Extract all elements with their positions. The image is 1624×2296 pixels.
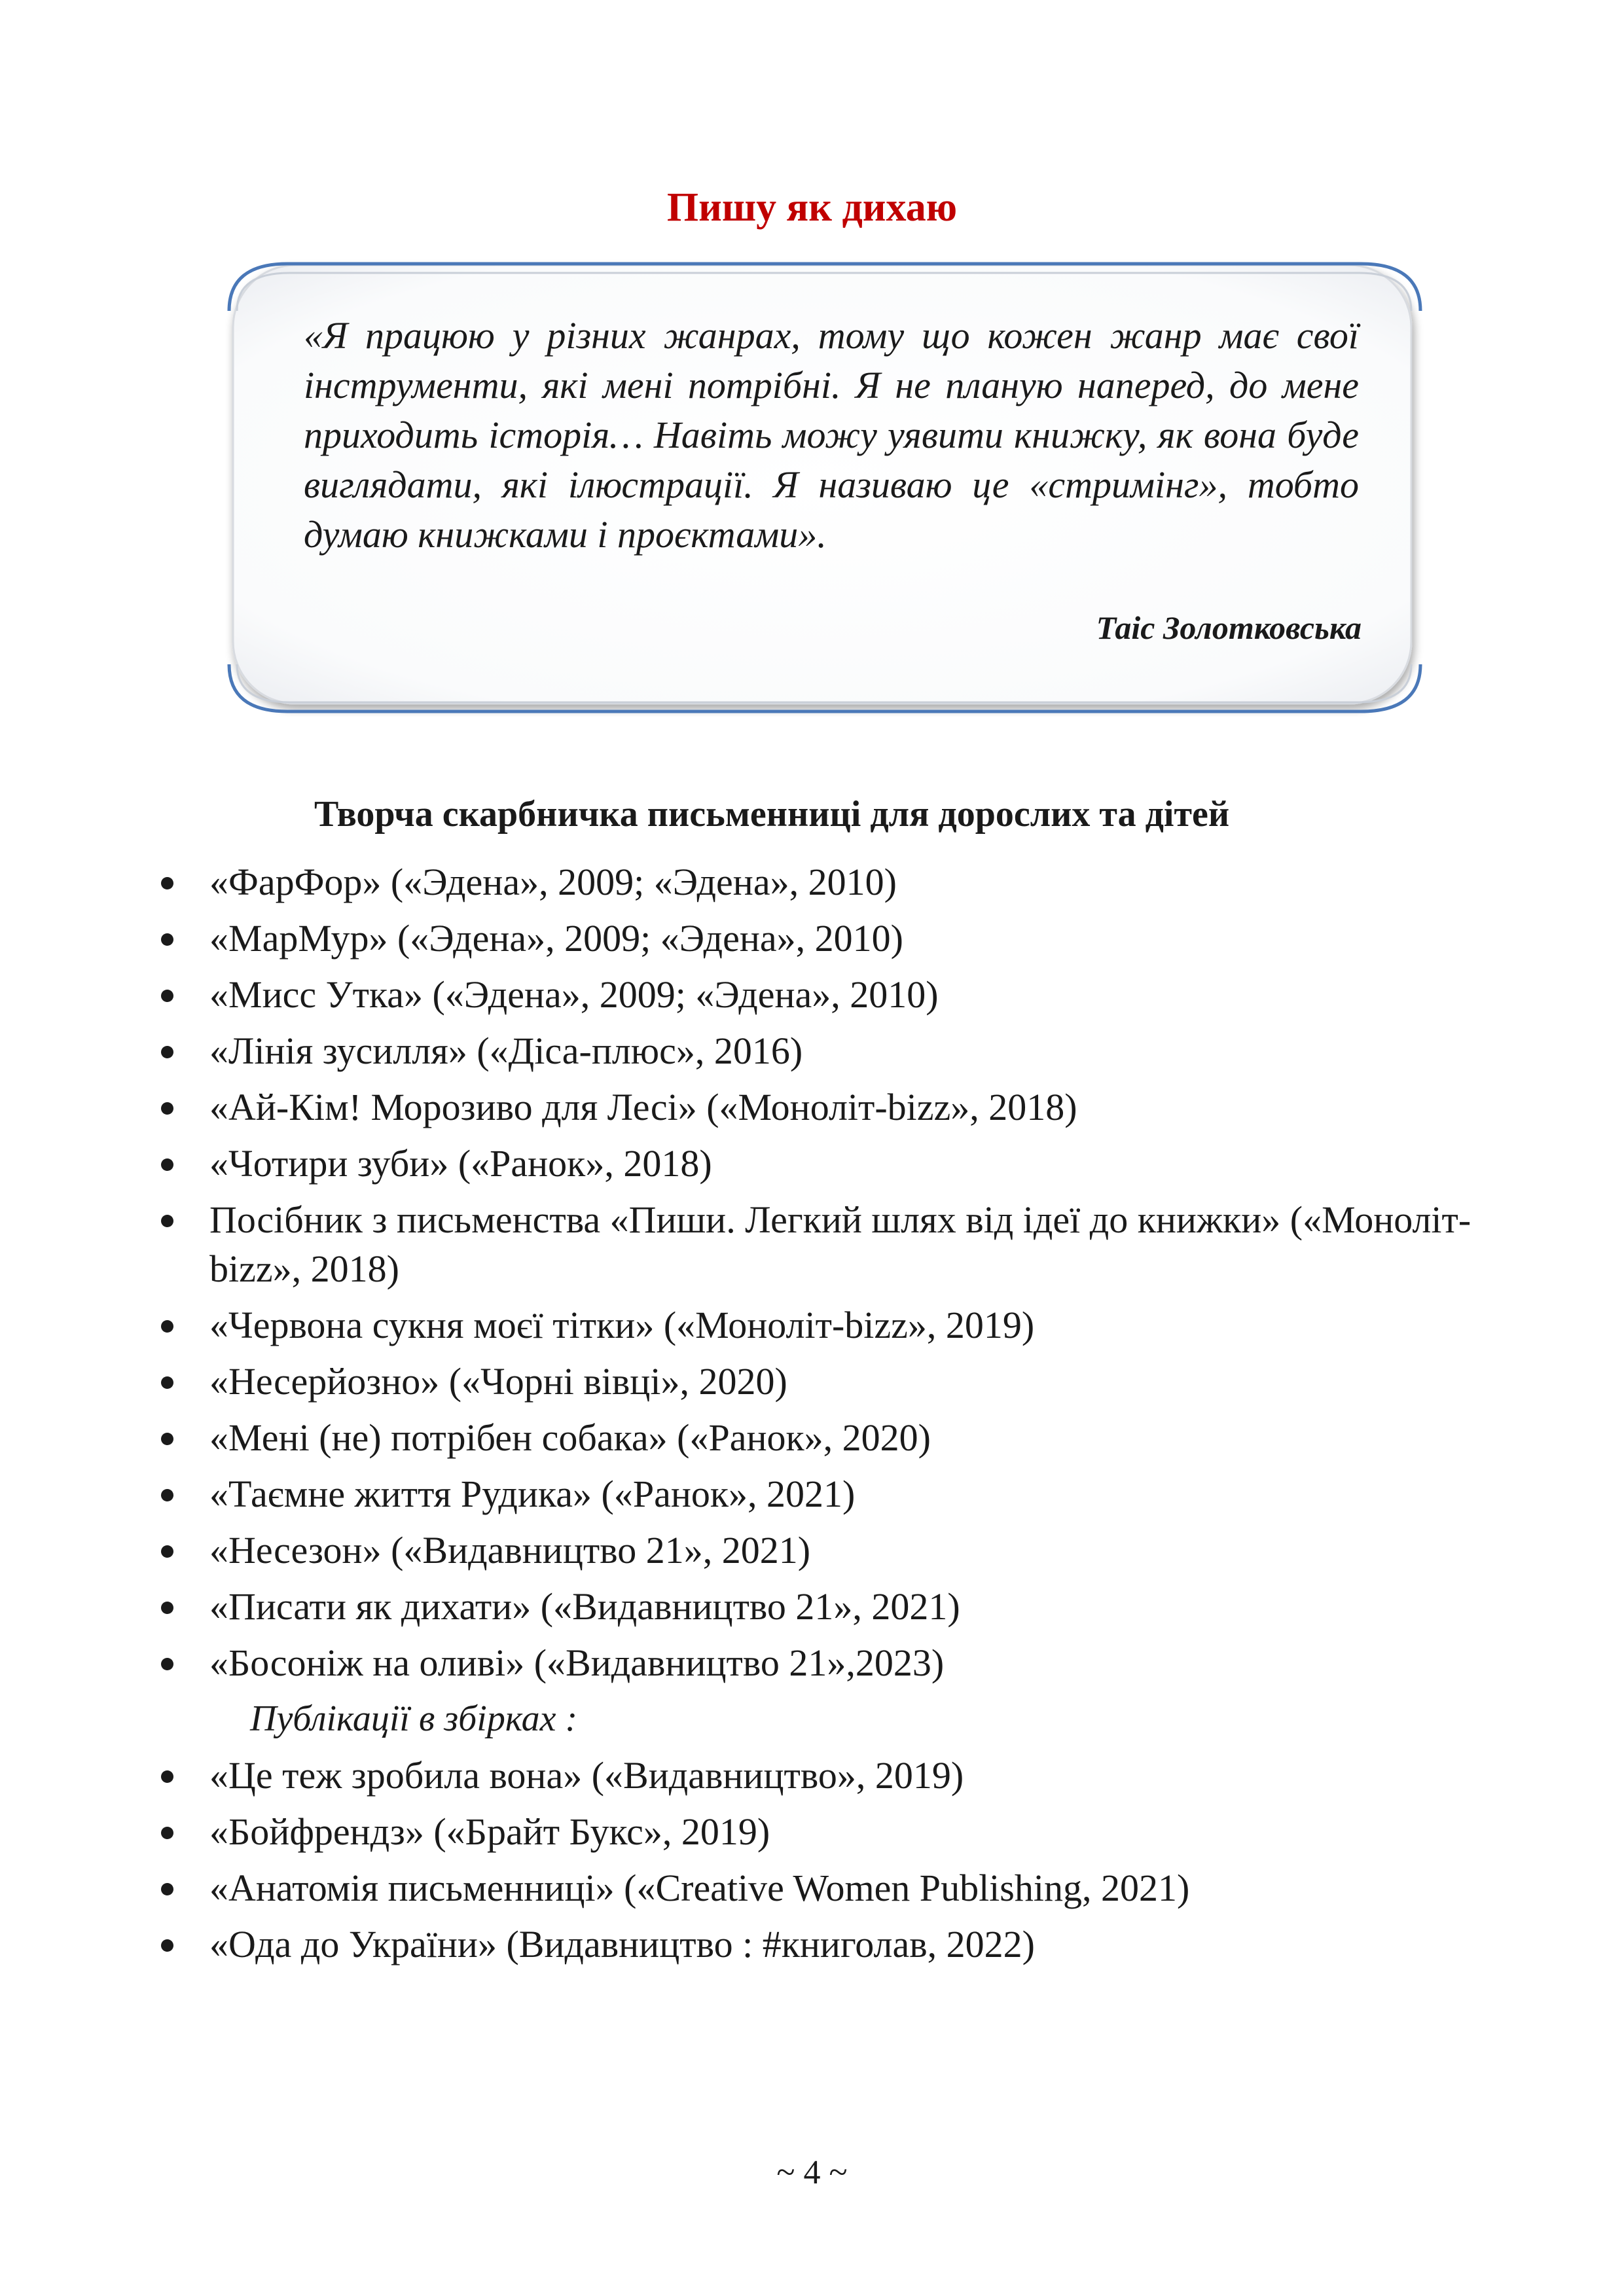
publication-title: «Ода до України» (Видавництво : #книголав, 2022) <box>209 1923 1035 1965</box>
list-item <box>157 1357 1492 1406</box>
book-title: «Ай-Кім! Морозиво для Лесі» («Моноліт-bizz», 2018) <box>209 1086 1077 1128</box>
book-title: «Червона сукня моєї тітки» («Моноліт-bizz», 2019) <box>209 1304 1035 1346</box>
list-item <box>157 1751 1492 1800</box>
book-title: Посібник з письменства «Пиши. Легкий шлях від ідеї до книжки» («Моноліт-bizz», 2018) <box>209 1198 1471 1290</box>
book-title: «Мені (не) потрібен собака» («Ранок», 2020) <box>209 1416 931 1459</box>
list-item <box>157 970 1492 1019</box>
list-item <box>157 1920 1492 1969</box>
list-item <box>157 914 1492 963</box>
book-title: «ФарФор» («Эдена», 2009; «Эдена», 2010) <box>209 861 897 903</box>
book-title: «МарМур» («Эдена», 2009; «Эдена», 2010) <box>209 917 903 960</box>
publications-heading: Публікації в збірках : <box>250 1698 578 1739</box>
book-title: «Чотири зуби» («Ранок», 2018) <box>209 1142 712 1185</box>
list-item <box>157 1807 1492 1856</box>
bullet-icon <box>161 1158 173 1171</box>
bullet-icon <box>161 1602 173 1614</box>
publication-title: «Бойфрендз» («Брайт Букс», 2019) <box>209 1810 770 1853</box>
bullet-icon <box>161 1883 173 1895</box>
bullet-icon <box>161 1827 173 1839</box>
book-title: «Несезон» («Видавництво 21», 2021) <box>209 1529 811 1571</box>
quote-author: Таіс Золотковська <box>1096 609 1362 646</box>
publication-title: «Це теж зробила вона» («Видавництво», 2019) <box>209 1754 964 1797</box>
bullet-icon <box>161 990 173 1002</box>
list-item <box>157 1083 1492 1132</box>
bullet-icon <box>161 1320 173 1333</box>
list-item <box>157 1582 1492 1631</box>
page-number: ~ 4 ~ <box>776 2154 848 2191</box>
quote-box <box>225 259 1424 717</box>
book-title: «Босоніж на оливі» («Видавництво 21»,2023) <box>209 1641 945 1684</box>
bullet-icon <box>161 1376 173 1389</box>
bullet-icon <box>161 1658 173 1670</box>
bullet-icon <box>161 1489 173 1501</box>
book-title: «Писати як дихати» («Видавництво 21», 2021) <box>209 1585 960 1628</box>
list-item <box>157 1413 1492 1462</box>
page-title: Пишу як дихаю <box>666 185 958 230</box>
publication-title: «Анатомія письменниці» («Creative Women Publishing, 2021) <box>209 1867 1190 1909</box>
book-title: «Несерйозно» («Чорні вівці», 2020) <box>209 1360 787 1403</box>
bullet-icon <box>161 1939 173 1952</box>
list-item <box>157 1526 1492 1575</box>
bullet-icon <box>161 933 173 946</box>
list-item <box>157 1195 1492 1293</box>
bullet-icon <box>161 1046 173 1058</box>
bullet-icon <box>161 1433 173 1445</box>
book-list <box>157 857 1492 1976</box>
bullet-icon <box>161 877 173 889</box>
bullet-icon <box>161 1102 173 1115</box>
book-title: «Мисс Утка» («Эдена», 2009; «Эдена», 2010) <box>209 973 939 1016</box>
list-item <box>157 1863 1492 1912</box>
book-title: «Лінія зусилля» («Діса-плюс», 2016) <box>209 1030 803 1072</box>
list-item <box>157 857 1492 906</box>
list-item <box>157 1139 1492 1188</box>
quote-text: «Я працюю у різних жанрах, тому що кожен жанр має свої інструменти, які мені потрібні. Я не планую наперед, до мене приходить історія… Навіть можу уявити книжку, як вона буде виглядати, які ілюстрації. Я називаю це «стримінг», тобто думаю книжками і проєктами». <box>304 314 1359 556</box>
list-item <box>157 1638 1492 1687</box>
book-title: «Таємне життя Рудика» («Ранок», 2021) <box>209 1473 856 1515</box>
section-title: Творча скарбничка письменниці для дорослих та дітей <box>314 794 1230 834</box>
list-item <box>157 1469 1492 1518</box>
bullet-icon <box>161 1770 173 1783</box>
bullet-icon <box>161 1215 173 1227</box>
list-item <box>157 1300 1492 1350</box>
bullet-icon <box>161 1545 173 1558</box>
list-item <box>157 1026 1492 1075</box>
